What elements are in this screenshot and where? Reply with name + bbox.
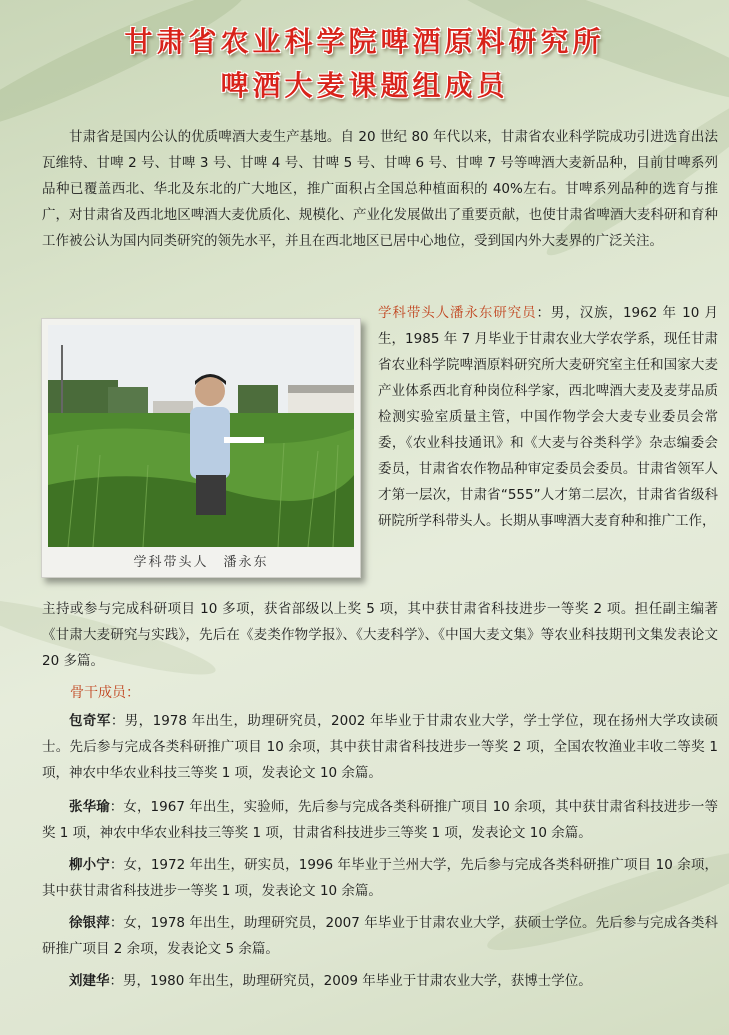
leader-bio-text: ：男，汉族，1962 年 10 月生，1985 年 7 月毕业于甘肃农业大学农学系，现任甘肃省农业科学院啤酒原料研究所大麦研究室主任和国家大麦产业体系西北育种岗位科学家，西北啤酒大麦及麦芽品质检测实验室质量主管，中国作物学会大麦专业委员会常委，《农业科技通讯》和《大麦与谷类科学》杂志编委会委员，甘肃省农作物品种审定委员会委员。甘肃省领军人才第一层次，甘肃省“555”人才第二层次，甘肃省省级科研院所学科带头人。长期从事啤酒大麦育种和推广工作， xyxy=(378,305,718,529)
intro-paragraph: 甘肃省是国内公认的优质啤酒大麦生产基地。自 20 世纪 80 年代以来，甘肃省农业科学院成功引进选育出法瓦维特、甘啤 2 号、甘啤 3 号、甘啤 4 号、甘啤 5 号、甘啤 6 号、甘啤 7 号等啤酒大麦新品种，目前甘啤系列品种已覆盖西北、华北及东北的广大地区，推广面积占全国总种植面积的 40%左右。甘啤系列品种的选育与推广，对甘肃省及西北地区啤酒大麦优质化、规模化、产业化发展做出了重要贡献，也使甘肃省啤酒大麦科研和育种工作被公认为国内同类研究的领先水平，并且在西北地区已居中心地位，受到国内外大麦界的广泛关注。 xyxy=(42,129,718,249)
member-text: ：男，1978 年出生，助理研究员，2002 年毕业于甘肃农业大学，学士学位，现在扬州大学攻读硕士。先后参与完成各类科研推广项目 10 余项，其中获甘肃省科技进步一等奖 2 项，全国农牧渔业丰收二等奖 1 项，神农中华农业科技三等奖 1 项，发表论文 10 余篇。 xyxy=(42,713,719,781)
member-name: 徐银萍 xyxy=(69,915,110,931)
member-text: ：女，1967 年出生，实验师，先后参与完成各类科研推广项目 10 余项，其中获甘肃省科技进步一等奖 1 项，神农中华农业科技三等奖 1 项，甘肃省科技进步三等奖 1 项，发表论文 10 余篇。 xyxy=(42,799,718,841)
core-members-heading: 骨干成员： xyxy=(70,685,140,701)
member-name: 刘建华 xyxy=(69,973,110,989)
page-title-line-1: 甘肃省农业科学院啤酒原料研究所 xyxy=(124,25,605,58)
photo-caption: 学科带头人 潘永东 xyxy=(133,555,269,570)
barley-field-photo-illustration xyxy=(48,325,354,547)
member-text: ：女，1972 年出生，研实员，1996 年毕业于兰州大学，先后参与完成各类科研推广项目 10 余项，其中获甘肃省科技进步一等奖 1 项，发表论文 10 余篇。 xyxy=(42,857,719,899)
member-entry xyxy=(42,708,718,786)
leader-bio-lead xyxy=(378,300,718,534)
member-entry xyxy=(42,852,718,904)
leader-photo xyxy=(48,325,354,547)
leader-label: 学科带头人潘永东研究员 xyxy=(378,305,537,321)
member-entry xyxy=(42,794,718,846)
member-name: 张华瑜 xyxy=(69,799,110,815)
member-name: 柳小宁 xyxy=(69,857,110,873)
background-leaf-decoration xyxy=(423,0,729,123)
member-entry xyxy=(42,968,718,994)
member-name: 包奇军 xyxy=(69,713,111,729)
leader-bio-continued: 主持或参与完成科研项目 10 多项，获省部级以上奖 5 项，其中获甘肃省科技进步一等奖 2 项。担任副主编著《甘肃大麦研究与实践》，先后在《麦类作物学报》、《大麦科学》、《中国大麦文集》等农业科技期刊文集发表论文 20 多篇。 xyxy=(42,601,718,669)
member-text: ：女，1978 年出生，助理研究员，2007 年毕业于甘肃农业大学，获硕士学位。先后参与完成各类科研推广项目 2 余项，发表论文 5 余篇。 xyxy=(42,915,718,957)
page-title-line-2: 啤酒大麦课题组成员 xyxy=(220,69,509,102)
member-text: ：男，1980 年出生，助理研究员，2009 年毕业于甘肃农业大学，获博士学位。 xyxy=(109,973,592,989)
member-entry xyxy=(42,910,718,962)
leader-photo-frame xyxy=(41,318,361,578)
